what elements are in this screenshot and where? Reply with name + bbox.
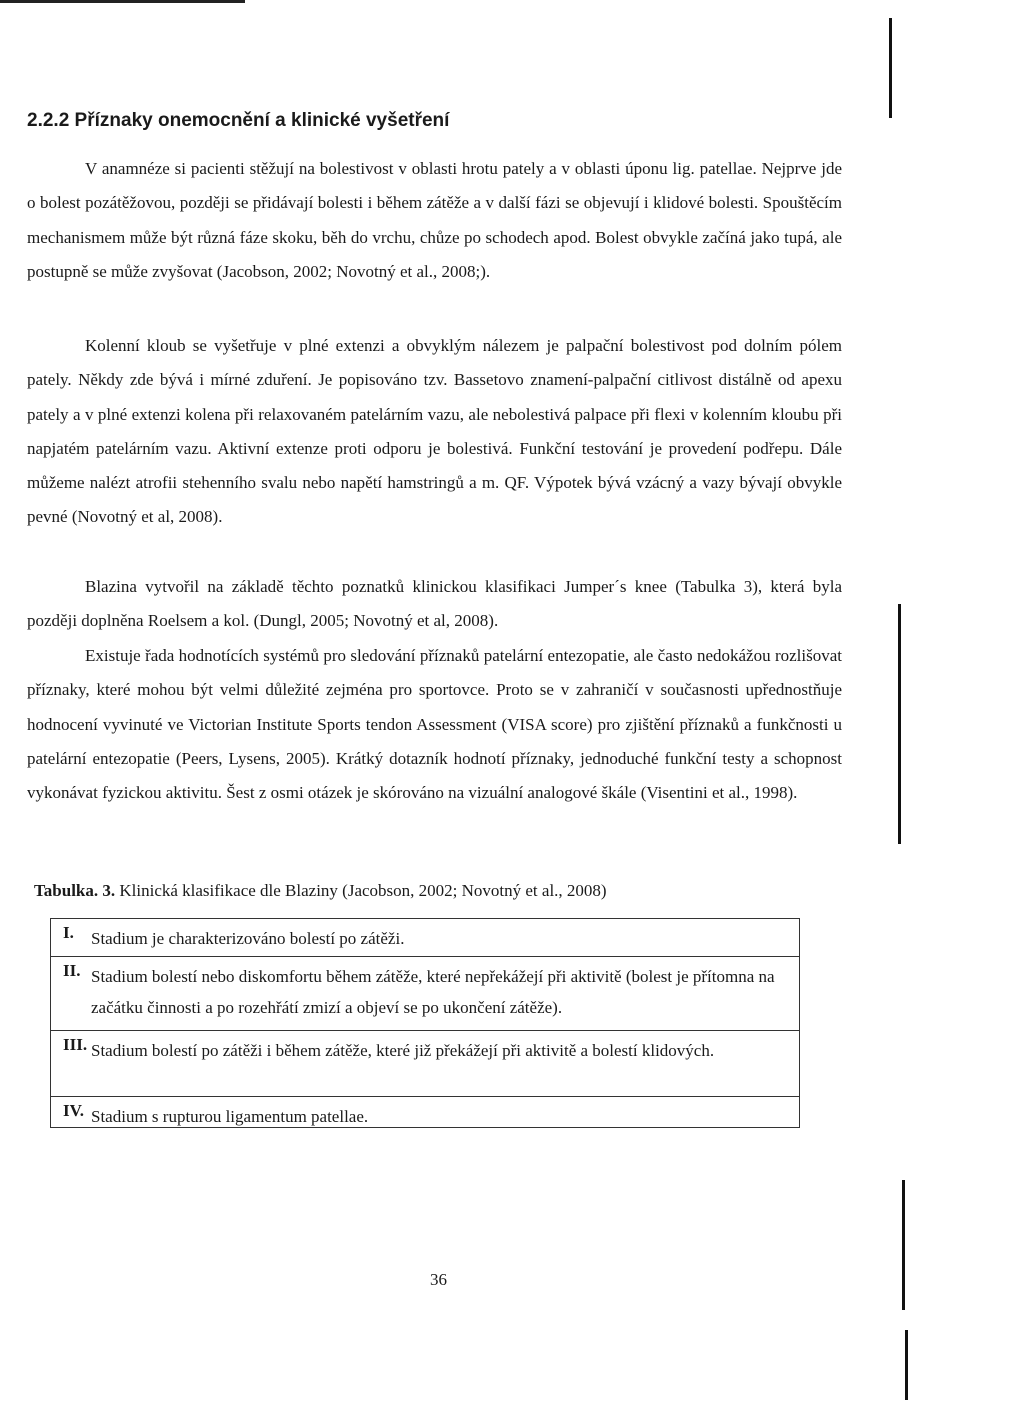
table-row (51, 919, 799, 957)
scan-edge-line (902, 1180, 905, 1310)
table-row (51, 1031, 799, 1097)
stage-number: II. (63, 961, 81, 980)
classification-table (50, 918, 800, 1128)
stage-description: Stadium bolestí nebo diskomfortu během zátěže, které nepřekážejí při aktivitě (bolest je přítomna na začátku činnosti a po rozehřátí zmizí a objeví se po ukončení zátěže). (91, 967, 775, 1017)
stage-description: Stadium bolestí po zátěži i během zátěže, které již překážejí při aktivitě a bolestí klidových. (91, 1041, 715, 1060)
stage-number: IV. (63, 1101, 84, 1120)
stage-description: Stadium je charakterizováno bolestí po zátěži. (91, 929, 405, 948)
paragraph-examination: Kolenní kloub se vyšetřuje v plné extenzi a obvyklým nálezem je palpační bolestivost pod dolním pólem pately. Někdy zde bývá i mírné zduření. Je popisováno tzv. Bassetovo znamení-palpační citlivost distálně od apexu pately a v plné extenzi kolena při relaxovaném patelárním vazu, ale nebolestivá palpace při flexi v kolenním kloubu při napjatém patelárním vazu. Aktivní extenze proti odporu je bolestivá. Funkční testování je provedení podřepu. Dále můžeme nalézt atrofii stehenního svalu nebo napětí hamstringů a m. QF. Výpotek bývá vzácný a vazy bývají obvykle pevné (Novotný et al, 2008). (27, 336, 842, 527)
stage-description: Stadium s rupturou ligamentum patellae. (91, 1107, 369, 1126)
top-rule (0, 0, 245, 3)
table-caption (34, 881, 607, 901)
stage-number: I. (63, 923, 74, 942)
stage-number: III. (63, 1035, 88, 1054)
table-row (51, 1097, 799, 1127)
table-caption-text: Klinická klasifikace dle Blaziny (Jacobson, 2002; Novotný et al., 2008) (119, 881, 607, 900)
page-number: 36 (430, 1270, 447, 1289)
table-caption-label: Tabulka. 3. (34, 881, 116, 900)
section-number: 2.2.2 (27, 110, 70, 131)
scan-edge-line (898, 604, 901, 844)
scan-edge-line (905, 1330, 908, 1400)
paragraph-anamnesis: V anamnéze si pacienti stěžují na bolestivost v oblasti hrotu pately a v oblasti úponu lig. patellae. Nejprve jde o bolest pozátěžovou, později se přidávají bolesti i během zátěže a v další fázi se objevují i klidové bolesti. Spouštěcím mechanismem může být různá fáze skoku, běh do vrchu, chůze po schodech apod. Bolest obvykle začíná jako tupá, ale postupně se může zvyšovat (Jacobson, 2002; Novotný et al., 2008;). (27, 159, 842, 281)
paragraph-visa: Existuje řada hodnotících systémů pro sledování příznaků patelární entezopatie, ale často nedokážou rozlišovat příznaky, které mohou být velmi důležité zejména pro sportovce. Proto se v zahraničí v současnosti upřednostňuje hodnocení vyvinuté ve Victorian Institute Sports tendon Assessment (VISA score) pro zjištění příznaků a funkčnosti u patelární entezopatie (Peers, Lysens, 2005). Krátký dotazník hodnotí příznaky, jednoduché funkční testy a schopnost vykonávat fyzickou aktivitu. Šest z osmi otázek je skórováno na vizuální analogové škále (Visentini et al., 1998). (27, 646, 842, 803)
section-heading (27, 110, 667, 132)
scan-edge-line (889, 18, 892, 118)
paragraph-blazina: Blazina vytvořil na základě těchto poznatků klinickou klasifikaci Jumper´s knee (Tabulka 3), která byla později doplněna Roelsem a kol. (Dungl, 2005; Novotný et al, 2008). (27, 577, 842, 631)
table-row (51, 957, 799, 1031)
section-title: Příznaky onemocnění a klinické vyšetření (74, 110, 450, 131)
